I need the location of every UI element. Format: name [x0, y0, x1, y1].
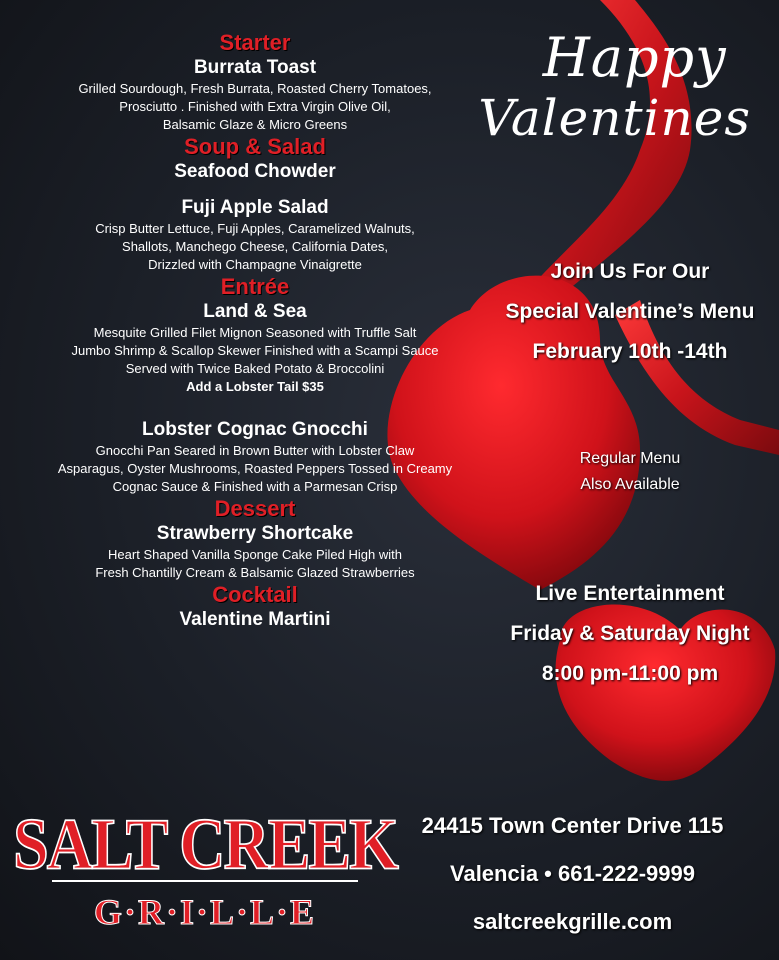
gnocchi-desc-2: Asparagus, Oyster Mushrooms, Roasted Peppers Tossed in Creamy — [57, 461, 453, 476]
gnocchi-desc-1: Gnocchi Pan Seared in Brown Butter with Lobster Claw — [95, 443, 415, 458]
entree-heading: Entrée — [220, 274, 290, 299]
join-line-1: Join Us For Our — [550, 260, 710, 283]
logo-salt-creek: SALT CREEK — [13, 803, 397, 885]
website-link[interactable]: saltcreekgrille.com — [472, 909, 673, 934]
address-block — [385, 802, 760, 946]
street-address: 24415 Town Center Drive 115 — [421, 813, 724, 838]
valentine-martini-title: Valentine Martini — [179, 609, 331, 630]
live-line-2: Friday & Saturday Night — [510, 622, 750, 645]
dessert-heading: Dessert — [214, 496, 296, 521]
regular-menu-note — [495, 446, 765, 498]
logo-grille: G·R·I·L·L·E — [93, 892, 317, 932]
shortcake-desc-2: Fresh Chantilly Cream & Balsamic Glazed Strawberries — [95, 565, 415, 580]
burrata-toast-desc-1: Grilled Sourdough, Fresh Burrata, Roasted Cherry Tomatoes, — [78, 81, 432, 96]
gnocchi-desc-3: Cognac Sauce & Finished with a Parmesan Crisp — [112, 479, 398, 494]
land-sea-desc-2: Jumbo Shrimp & Scallop Skewer Finished with a Scampi Sauce — [71, 343, 439, 358]
menu — [10, 30, 500, 632]
title-line-1: Happy — [542, 26, 727, 89]
land-sea-desc-3: Served with Twice Baked Potato & Broccolini — [125, 361, 385, 376]
salt-creek-grille-logo — [13, 748, 397, 943]
burrata-toast-desc-3: Balsamic Glaze & Micro Greens — [162, 117, 348, 132]
cocktail-heading: Cocktail — [212, 582, 298, 607]
fuji-salad-desc-2: Shallots, Manchego Cheese, California Dates, — [122, 239, 388, 254]
fuji-apple-salad-title: Fuji Apple Salad — [181, 197, 329, 218]
city-phone: Valencia • 661-222-9999 — [450, 861, 695, 886]
lobster-tail-addon: Add a Lobster Tail $35 — [186, 379, 324, 394]
live-line-3: 8:00 pm-11:00 pm — [541, 662, 719, 685]
join-line-3: February 10th -14th — [532, 340, 728, 363]
title-line-2: Valentines — [478, 89, 751, 147]
live-line-1: Live Entertainment — [535, 582, 725, 605]
happy-valentines-title — [478, 28, 751, 148]
starter-heading: Starter — [219, 30, 291, 55]
fuji-salad-desc-3: Drizzled with Champagne Vinaigrette — [148, 257, 362, 272]
seafood-chowder-title: Seafood Chowder — [174, 161, 336, 182]
regular-line-2: Also Available — [580, 476, 680, 493]
land-sea-title: Land & Sea — [203, 301, 307, 322]
fuji-salad-desc-1: Crisp Butter Lettuce, Fuji Apples, Caramelized Walnuts, — [95, 221, 415, 236]
burrata-toast-title: Burrata Toast — [193, 57, 317, 78]
join-line-2: Special Valentine’s Menu — [505, 300, 755, 323]
soup-salad-heading: Soup & Salad — [184, 134, 326, 159]
shortcake-desc-1: Heart Shaped Vanilla Sponge Cake Piled High with — [108, 547, 402, 562]
burrata-toast-desc-2: Prosciutto . Finished with Extra Virgin Olive Oil, — [119, 99, 391, 114]
live-entertainment — [495, 574, 765, 694]
lobster-gnocchi-title: Lobster Cognac Gnocchi — [142, 419, 368, 440]
strawberry-shortcake-title: Strawberry Shortcake — [156, 523, 354, 544]
regular-line-1: Regular Menu — [579, 450, 681, 467]
join-promo — [495, 252, 765, 372]
land-sea-desc-1: Mesquite Grilled Filet Mignon Seasoned with Truffle Salt — [93, 325, 417, 340]
